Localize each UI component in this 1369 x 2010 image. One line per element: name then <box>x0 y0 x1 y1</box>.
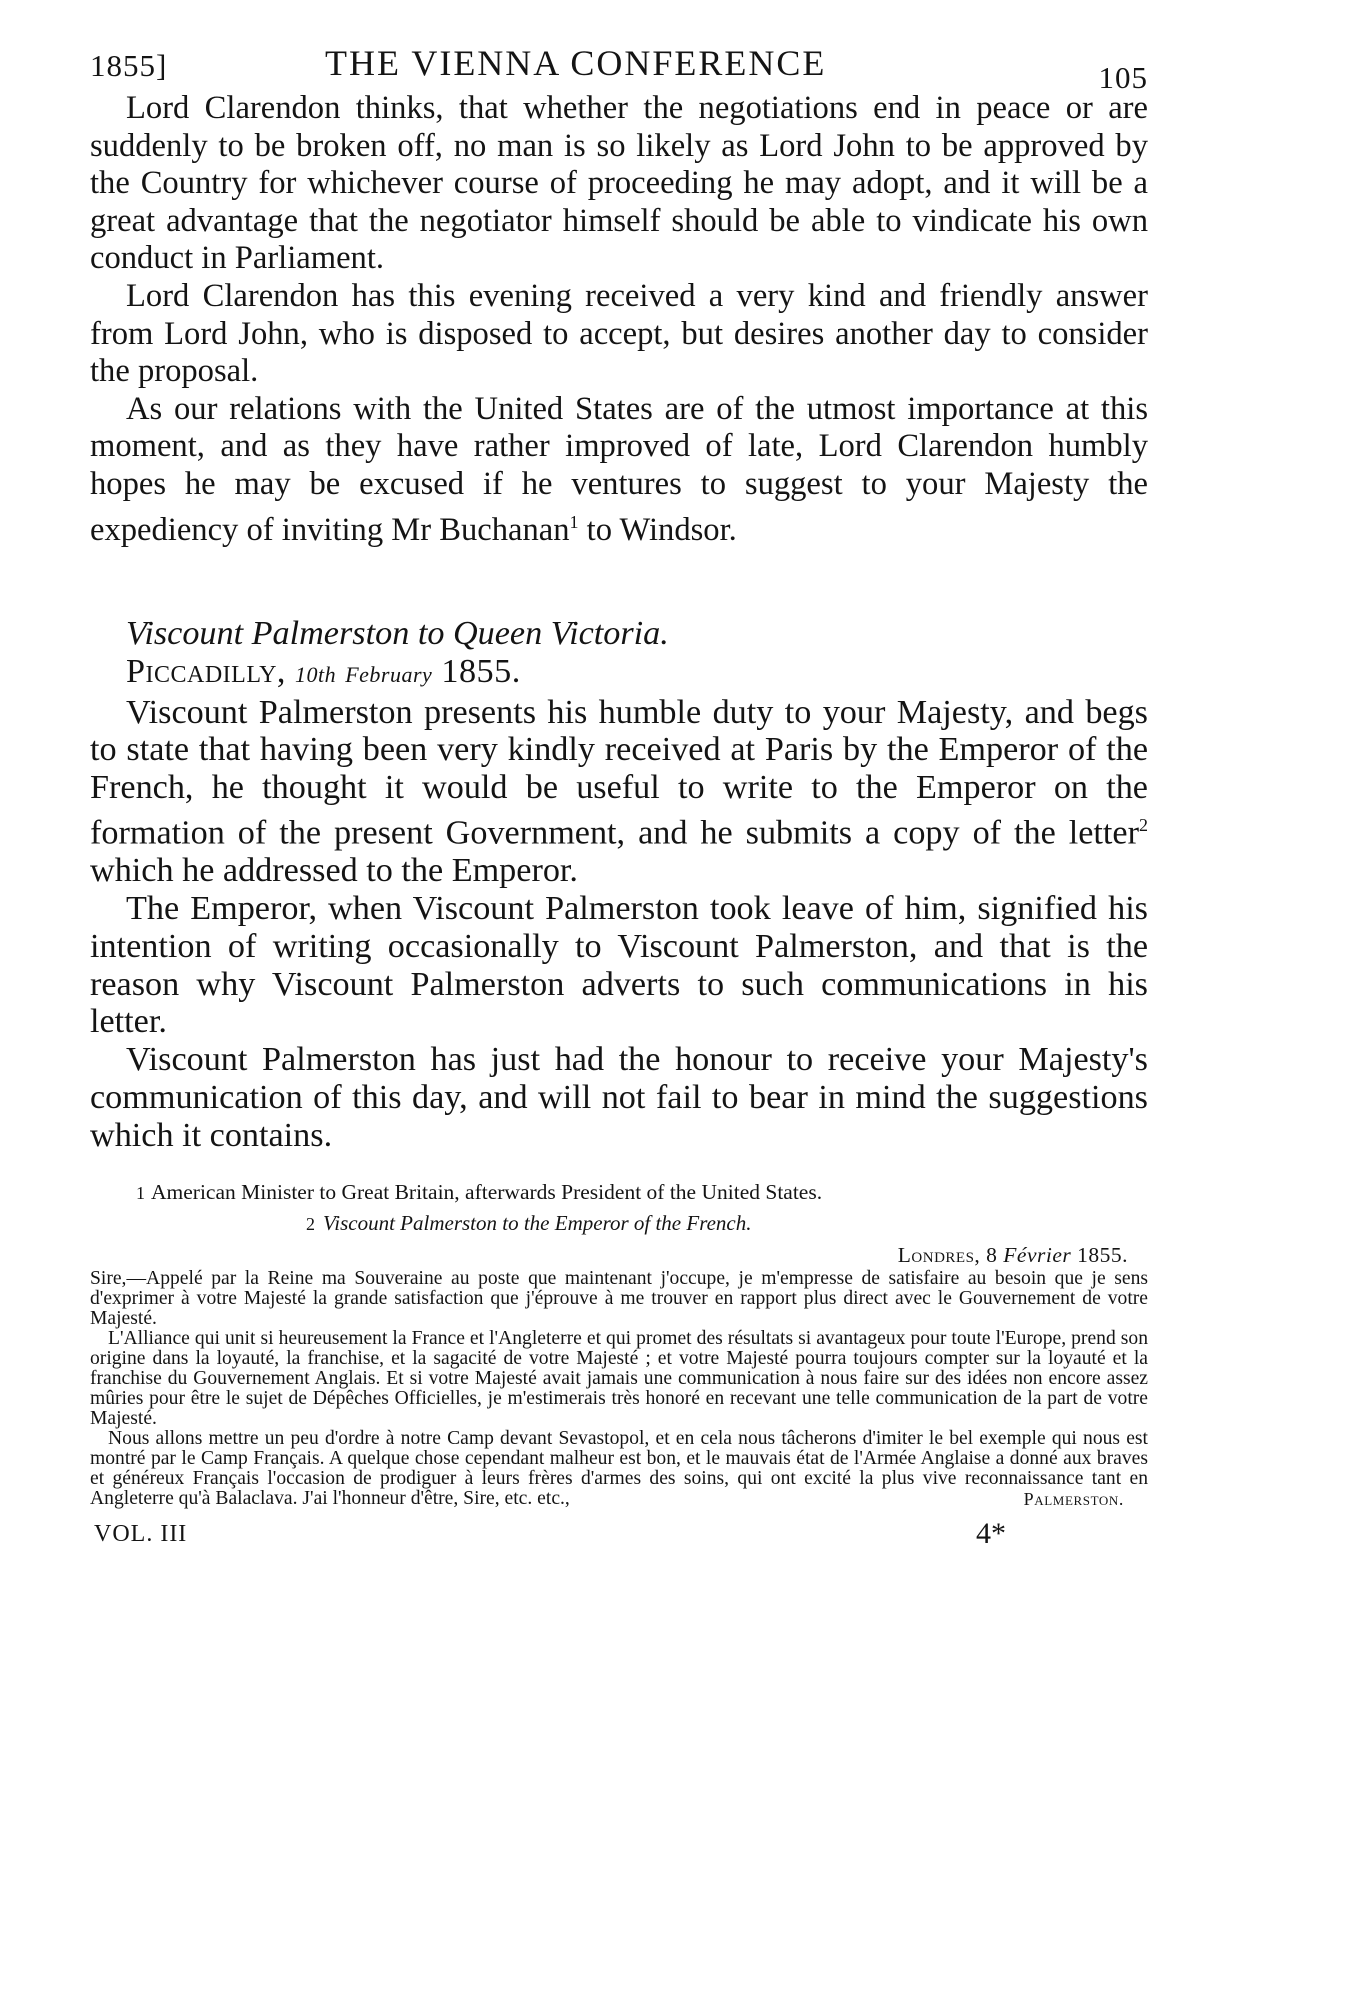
paragraph: Lord Clarendon thinks, that whether the negotiations end in peace or are suddenly to be broken off, no man is so likely as Lord John to be approved by the Country for whichever course of proceeding he may adopt, and it will be a great advantage that the negotiator himself should be able to vindicate his own conduct in Parliament. <box>90 90 1148 277</box>
header-year: 1855] <box>90 48 168 83</box>
running-header <box>90 38 1148 95</box>
page-number: 105 <box>1098 60 1148 95</box>
footnote-2-dateline: Londres, 8 Février 1855. <box>897 1242 1128 1267</box>
paragraph: As our relations with the United States are of the utmost importance at this moment, and as they have rather improved of late, Lord Clarendon humbly hopes he may be excused if he ventures to suggest to your Majesty the expediency of inviting Mr Buchanan$^1$ to Windsor. <box>90 390 1148 548</box>
french-paragraph: Sire,—Appelé par la Reine ma Souveraine au poste que maintenant j'occupe, je m'empresse de satisfaire au besoin que je sens d'exprimer à votre Majesté la grande satisfaction que j'éprouve à me trouver en rapport plus direct avec le Gouvernement de votre Majesté. <box>90 1267 1148 1329</box>
footnote-ref-1: 1 <box>569 511 579 532</box>
signature: Palmerston. <box>1023 1488 1124 1509</box>
section-palmerston-letter <box>90 615 1148 1155</box>
volume-label: VOL. III <box>94 1520 188 1547</box>
footnote-2-title: 2 Viscount Palmerston to the Emperor of the French. <box>306 1210 752 1235</box>
french-letter <box>90 1269 1148 1509</box>
section-clarendon <box>90 90 1148 549</box>
paragraph: Viscount Palmerston has just had the honour to receive your Majesty's communication of this day, and will not fail to bear in mind the suggestions which it contains. <box>90 1041 1148 1154</box>
footnotes <box>90 1177 1148 1509</box>
page-footer <box>90 1517 1148 1557</box>
paragraph: The Emperor, when Viscount Palmerston took leave of him, signified his intention of writing occasionally to Viscount Palmerston, and that is the reason why Viscount Palmerston adverts to such communications in his letter. <box>90 889 1148 1041</box>
footnote-1: 1 American Minister to Great Britain, afterwards President of the United States. <box>136 1179 823 1204</box>
header-title: THE VIENNA CONFERENCE <box>325 43 827 83</box>
signature-mark: 4* <box>976 1516 1006 1550</box>
paragraph: Lord Clarendon has this evening received a very kind and friendly answer from Lord John, who is disposed to accept, but desires another day to consider the proposal. <box>90 277 1148 390</box>
book-page <box>90 38 1148 1557</box>
french-paragraph: Nous allons mettre un peu d'ordre à notre Camp devant Sevastopol, et en cela nous tâcherons d'imiter le bel exemple qui nous est montré par le Camp Français. A quelque chose cependant malheur est bon, et le mauvais état de l'Armée Anglaise a donné aux braves et généreux Français l'occasion de prodiguer à leurs frères d'armes des soins, qui ont excité la plus vive reconnaissance tant en Angleterre qu'à Balaclava. J'ai l'honneur d'être, Sire, etc. etc., Palmerston. <box>90 1427 1148 1509</box>
letter-heading: Viscount Palmerston to Queen Victoria. <box>126 614 669 652</box>
paragraph: Viscount Palmerston presents his humble duty to your Majesty, and begs to state that having been very kindly received at Paris by the Emperor of the French, he thought it would be useful to write to the Emperor on the formation of the present Government, and he submits a copy of the letter$^2$ which he addressed to the Emperor. <box>90 693 1148 890</box>
footnote-ref-2: 2 <box>1139 814 1148 835</box>
french-paragraph: L'Alliance qui unit si heureusement la France et l'Angleterre et qui promet des résultats si avantageux pour toute l'Europe, prend son origine dans la loyauté, la franchise, et la sagacité de votre Majesté ; et votre Majesté pourra toujours compter sur la loyauté et la franchise du Gouvernement Anglais. Et si votre Majesté avait jamais une communication à nous faire sur des idées non encore assez mûries pour être le sujet de Dépêches Officielles, je m'estimerais très honoré en recevant une telle communication de la part de votre Majesté. <box>90 1327 1148 1429</box>
letter-dateline: Piccadilly, 10th February 1855. <box>126 652 521 690</box>
